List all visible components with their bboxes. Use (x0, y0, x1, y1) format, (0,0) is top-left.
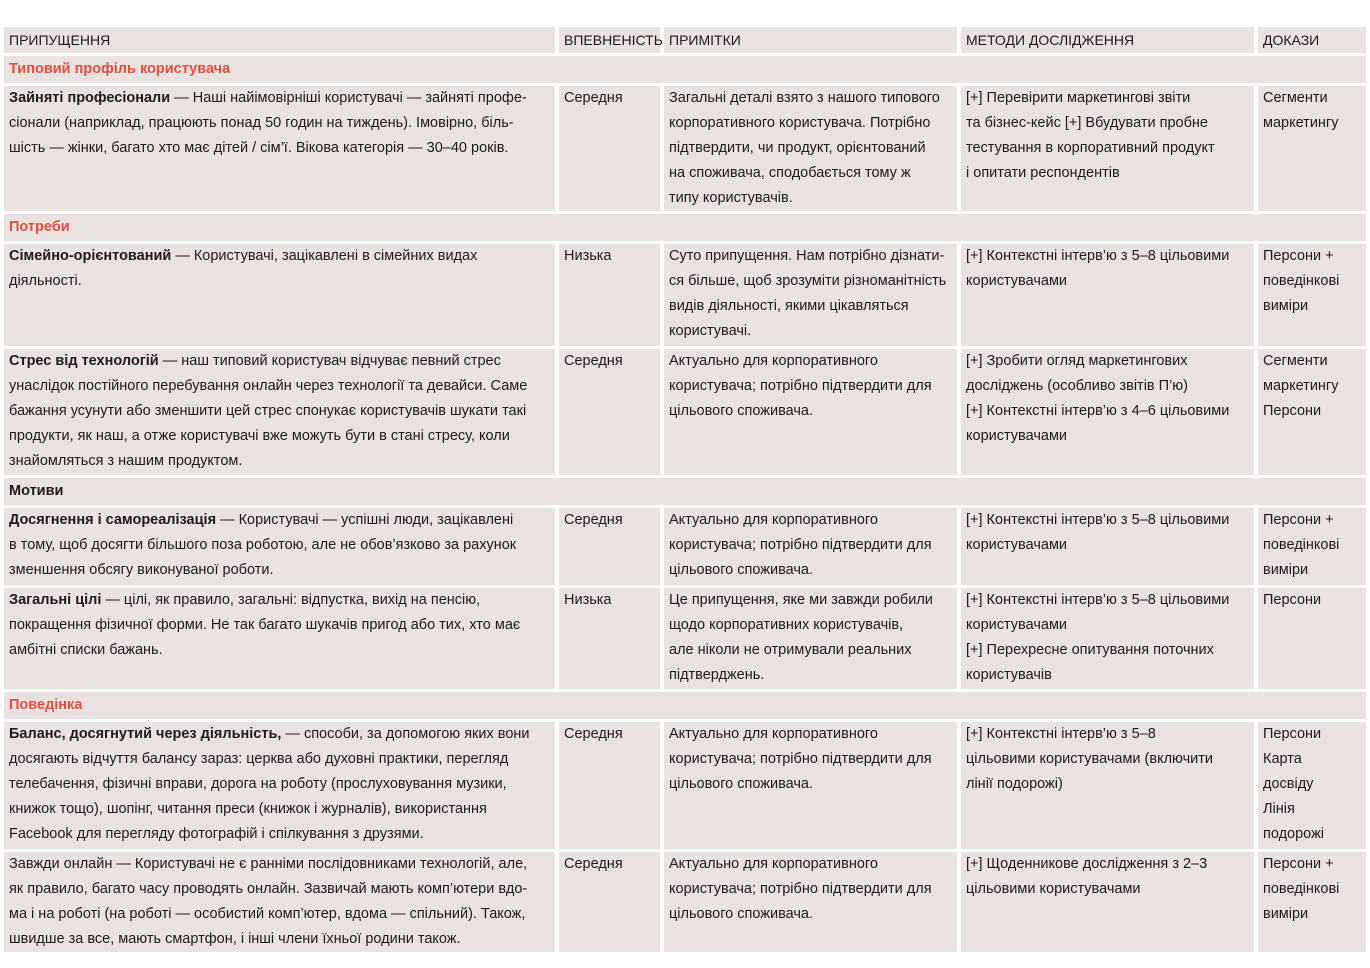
assumption-term: Досягнення і самореалізація (9, 512, 217, 528)
methods-cell: [+] Контекстні інтерв’ю з 5–8 цільовими користувачами (961, 244, 1254, 346)
assumption-description: — Користувачі — успішні люди, зацікавлені в тому, щоб досягти більшого поза роботою, але не обов’язково за рахунок зменшення обсягу виконуваної роботи. (9, 512, 517, 578)
assumption-term: Баланс, досягнутий через діяльність, (9, 726, 282, 742)
table-row (4, 244, 1366, 346)
header-methods: МЕТОДИ ДОСЛІДЖЕННЯ (961, 27, 1254, 53)
evidence-cell: Сегменти маркетингу (1258, 86, 1366, 211)
confidence-cell: Середня (559, 722, 660, 849)
notes-cell: Це припущення, яке ми завжди робили щодо корпоративних користувачів, але ніколи не отримували реальних підтверджень. (664, 588, 957, 689)
assumption-cell (4, 508, 555, 585)
methods-cell: [+] Контекстні інтерв’ю з 5–8 цільовими користувачами (961, 508, 1254, 585)
assumption-term: Зайняті професіонали (9, 90, 171, 106)
section-heading: Потреби (4, 214, 1366, 241)
evidence-cell: Персони + поведінкові виміри (1258, 852, 1366, 952)
evidence-cell: Сегменти маркетингу Персони (1258, 349, 1366, 475)
assumption-cell (4, 588, 555, 689)
section-heading: Типовий профіль користувача (4, 56, 1366, 83)
confidence-cell: Низька (559, 588, 660, 689)
assumption-term: Загальні цілі (9, 592, 102, 608)
assumption-term: Сімейно-орієнтований (9, 248, 172, 264)
methods-cell: [+] Щоденникове дослідження з 2–3 цільовими користувачами (961, 852, 1254, 952)
assumption-description: — Користувачі, зацікавлені в сімейних видах діяльності. (9, 248, 478, 289)
table-header (4, 27, 1366, 53)
assumption-cell (4, 349, 555, 475)
confidence-cell: Середня (559, 852, 660, 952)
evidence-cell: Персони Карта досвіду Лінія подорожі (1258, 722, 1366, 849)
assumption-cell (4, 722, 555, 849)
table-row (4, 349, 1366, 475)
evidence-cell: Персони + поведінкові виміри (1258, 508, 1366, 585)
confidence-cell: Низька (559, 244, 660, 346)
header-evidence: ДОКАЗИ (1258, 27, 1366, 53)
methods-cell: [+] Контекстні інтерв’ю з 5–8 цільовими користувачами [+] Перехресне опитування поточних користувачів (961, 588, 1254, 689)
notes-cell: Актуально для корпоративного користувача; потрібно підтвердити для цільового споживача. (664, 508, 957, 585)
assumption-cell (4, 244, 555, 346)
assumption-description: — наш типовий користувач відчуває певний стрес унаслідок постійного перебування онлайн через технології та девайси. Саме бажання усунути або зменшити цей стрес спонукає користувачів шукати такі продукти, як наш, а отже користувачі вже можуть бути в стані стресу, коли знайомляться з нашим продуктом. (9, 353, 528, 469)
assumption-description: — Наші найімовірніші користувачі — зайняті профе- сіонали (наприклад, працюють понад 50 годин на тиждень). Імовірно, біль- шість — жінки, багато хто має дітей / сім’ї. Вікова категорія — 30–40 років. (9, 90, 527, 156)
header-confidence: ВПЕВНЕНІСТЬ (559, 27, 660, 53)
confidence-cell: Середня (559, 86, 660, 211)
methods-cell: [+] Перевірити маркетингові звіти та бізнес-кейс [+] Вбудувати пробне тестування в корпоративний продукт і опитати респондентів (961, 86, 1254, 211)
notes-cell: Актуально для корпоративного користувача; потрібно підтвердити для цільового споживача. (664, 722, 957, 849)
assumption-description: — способи, за допомогою яких вони досягають відчуття балансу зараз: церква або духовні практики, перегляд телебачення, фізичні вправи, дорога на роботу (прослуховування музики, книжок тощо), шопінг, читання преси (книжок і журналів), використання Facebook для перегляду фотографій і спілкування з друзями. (9, 726, 530, 842)
table-row (4, 722, 1366, 849)
table-row (4, 508, 1366, 585)
assumption-description: Завжди онлайн — Користувачі не є ранніми послідовниками технологій, але, як правило, багато часу проводять онлайн. Зазвичай мають комп’ютери вдо- ма і на роботі (на роботі — особистий комп’ютер, вдома — спільний). Також, швидше за все, мають смартфон, і інші члени їхньої родини також. (9, 856, 528, 947)
assumptions-table (4, 27, 1366, 955)
header-notes: ПРИМІТКИ (664, 27, 957, 53)
table-body (4, 56, 1366, 952)
methods-cell: [+] Зробити огляд маркетингових досліджень (особливо звітів П’ю) [+] Контекстні інтерв’ю з 4–6 цільовими користувачами (961, 349, 1254, 475)
notes-cell: Актуально для корпоративного користувача; потрібно підтвердити для цільового споживача. (664, 852, 957, 952)
header-assumption: ПРИПУЩЕННЯ (4, 27, 555, 53)
notes-cell: Актуально для корпоративного користувача; потрібно підтвердити для цільового споживача. (664, 349, 957, 475)
methods-cell: [+] Контекстні інтерв’ю з 5–8 цільовими користувачами (включити лінії подорожі) (961, 722, 1254, 849)
evidence-cell: Персони (1258, 588, 1366, 689)
table-row (4, 588, 1366, 689)
section-heading: Поведінка (4, 692, 1366, 719)
evidence-cell: Персони + поведінкові виміри (1258, 244, 1366, 346)
notes-cell: Суто припущення. Нам потрібно дізнати- ся більше, щоб зрозуміти різноманітність видів діяльності, якими цікавляться користувачі. (664, 244, 957, 346)
assumption-cell (4, 852, 555, 952)
confidence-cell: Середня (559, 349, 660, 475)
assumption-description: — цілі, як правило, загальні: відпустка, вихід на пенсію, покращення фізичної форми. Не так багато шукачів пригод або тих, хто має амбітні списки бажань. (9, 592, 521, 658)
notes-cell: Загальні деталі взято з нашого типового корпоративного користувача. Потрібно підтвердити, чи продукт, орієнтований на споживача, сподобається тому ж типу користувачів. (664, 86, 957, 211)
table-row (4, 852, 1366, 952)
section-heading: Мотиви (4, 478, 1366, 505)
table-row (4, 86, 1366, 211)
assumption-term: Стрес від технологій (9, 353, 159, 369)
confidence-cell: Середня (559, 508, 660, 585)
assumption-cell (4, 86, 555, 211)
